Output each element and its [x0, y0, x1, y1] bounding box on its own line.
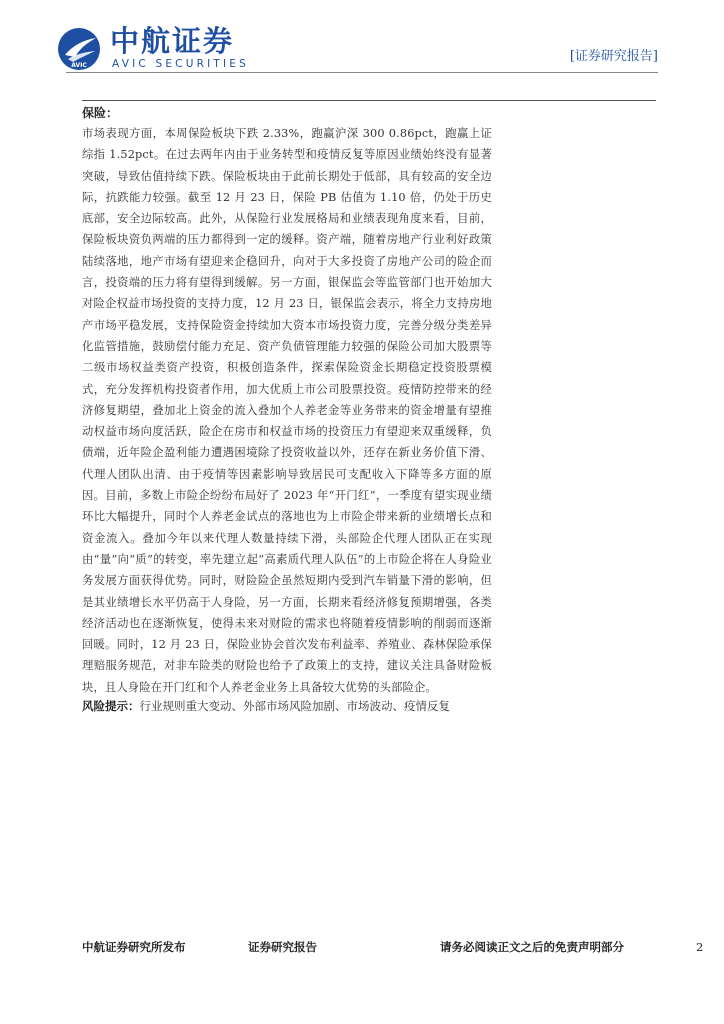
risk-text: 行业规则重大变动、外部市场风险加剧、市场波动、疫情反复: [139, 699, 450, 713]
section-title: 保险：: [82, 106, 119, 120]
section-body-paragraph: 市场表现方面，本周保险板块下跌 2.33%，跑赢沪深 300 0.86pct，跑赢上证综指 1.52pct。在过去两年内由于业务转型和疫情反复等原因业绩始终没有显著突破，导致估值持续下跌。保险板块由于此前长期处于低部，具有较高的安全边际，抗跌能力较强。截至 12 月 23 日，保险 PB 估值为 1.10 倍，仍处于历史底部，安全边际较高。此外，从保险行业发展格局和业绩表现角度来看，目前，保险板块资负两端的压力都得到一定的缓释。资产端，随着房地产行业利好政策陆续落地，地产市场有望迎来企稳回升，向对于大多投资了房地产公司的险企而言，投资端的压力将有望得到缓解。另一方面，银保监会等监管部门也开始加大对险企权益市场投资的支持力度，12 月 23 日，银保监会表示，将全力支持房地产市场平稳发展，支持保险资金持续加大资本市场投资力度，完善分级分类差异化监管措施，鼓励偿付能力充足、资产负债管理能力较强的保险公司加大股票等二级市场权益类资产投资，积极创造条件，探索保险资金长期稳定投资股票模式，充分发挥机构投资者作用，加大优质上市公司股票投资。疫情防控带来的经济修复期望，叠加北上资金的流入叠加个人养老金等业务带来的资金增量有望推动权益市场向度活跃，险企在房市和权益市场的投资压力有望迎来双重缓释，负债端，近年险企盈利能力遭遇困境除了投资收益以外，还存在新业务价值下滑、代理人团队出清、由于疫情等因素影响导致居民可支配收入下降等多方面的原因。目前，多数上市险企纷纷布局好了 2023 年“开门红”，一季度有望实现业绩环比大幅提升，同时个人养老金试点的落地也为上市险企带来新的业绩增长点和资金流入。叠加今年以来代理人数量持续下滑，头部险企代理人团队正在实现由“量”向“质”的转变，率先建立起“高素质代理人队伍”的上市险企将在人身险业务发展方面获得优势。同时，财险险企虽然短期内受到汽车销量下滑的影响，但是其业绩增长水平仍高于人身险，另一方面，长期来看经济修复预期增强，各类经济活动也在逐渐恢复，使得未来对财险的需求也将随着疫情影响的削弱而逐渐回暖。同时，12 月 23 日，保险业协会首次发布利益率、养殖业、森林保险承保理赔服务规范，对非车险类的财险也给予了政策上的支持，建议关注具备财险板块，且人身险在开门红和个人养老金业务上具备较大优势的头部险企。: [82, 127, 492, 694]
risk-warning: [82, 697, 450, 715]
header-divider: [66, 72, 658, 73]
svg-text:AVIC: AVIC: [71, 62, 87, 69]
page-number: 2: [696, 940, 704, 954]
page-footer: [0, 935, 724, 965]
footer-report-type: 证券研究报告: [248, 940, 317, 954]
footer-publisher: 中航证券研究所发布: [82, 940, 186, 954]
risk-label: 风险提示：: [82, 699, 140, 713]
page-header: [0, 0, 724, 100]
brand-name-cn: 中航证券: [110, 24, 235, 58]
section-divider: [82, 100, 656, 101]
report-type-tag: [证券研究报告]: [569, 49, 658, 64]
footer-disclaimer-note: 请务必阅读正文之后的免责声明部分: [440, 940, 624, 954]
avic-wing-logo-icon: [56, 26, 102, 72]
insurance-section: [82, 103, 492, 698]
brand-name-en: AVIC SECURITIES: [112, 58, 249, 70]
